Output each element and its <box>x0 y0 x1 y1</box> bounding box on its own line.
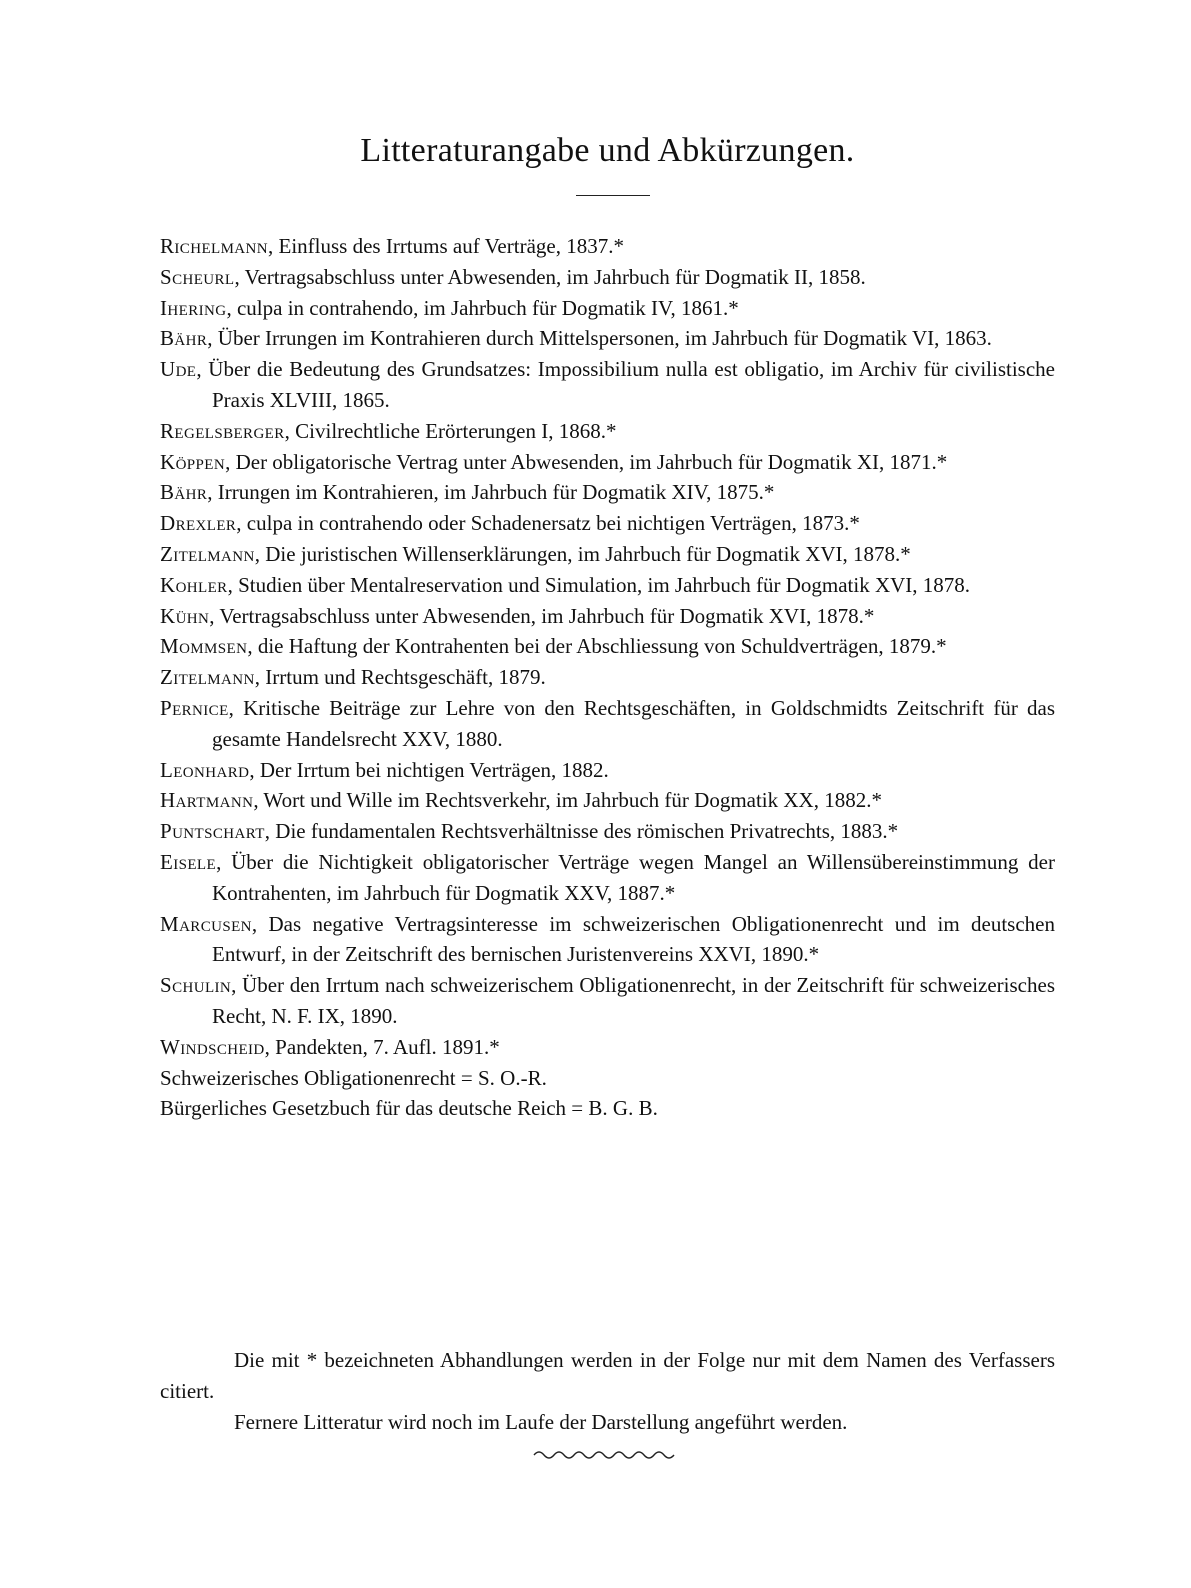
entry-text: , Über die Nichtigkeit obligatorischer Verträge wegen Mangel an Willensübereinstimmung der Kontrahenten, im Jahrbuch für Dogmatik XXV, 1887.* <box>212 849 1055 905</box>
bibliography-entry <box>160 354 1055 416</box>
bibliography-entry <box>160 662 1055 693</box>
entry-author: Windscheid <box>160 1034 265 1059</box>
further-literature-note: Fernere Litteratur wird noch im Laufe der Darstellung angeführt werden. <box>234 1409 848 1434</box>
entry-author: Bähr <box>160 480 208 505</box>
entry-author: Richelmann <box>160 234 268 258</box>
abbreviation-entry <box>160 1063 1055 1094</box>
bibliography-entry <box>160 416 1055 447</box>
entry-text: , culpa in contrahendo oder Schadenersatz bei nichtigen Verträgen, 1873.* <box>236 511 860 536</box>
entry-text: , Das negative Vertragsinteresse im schweizerischen Obligationenrecht und im deutschen Entwurf, in der Zeitschrift des bernischen Juristenvereins XXVI, 1890.* <box>212 911 1055 967</box>
bibliography-entry <box>160 447 1055 478</box>
bibliography-list <box>160 231 1055 1124</box>
bibliography-entry <box>160 755 1055 786</box>
entry-author: Scheurl <box>160 264 235 289</box>
entry-author: Mommsen <box>160 634 248 659</box>
bibliography-entry <box>160 693 1055 755</box>
entry-author: Ude <box>160 357 197 382</box>
citation-note: Die mit * bezeichneten Abhandlungen werden in der Folge nur mit dem Namen des Verfassers citiert. <box>160 1348 1055 1403</box>
entry-author: Leonhard <box>160 757 250 782</box>
bibliography-entry <box>160 570 1055 601</box>
entry-text: , Pandekten, 7. Aufl. 1891.* <box>264 1034 500 1059</box>
entry-text: , Der obligatorische Vertrag unter Abwesenden, im Jahrbuch für Dogmatik XI, 1871.* <box>225 449 948 474</box>
entry-author: Kohler <box>160 572 228 597</box>
entry-text: , Vertragsabschluss unter Abwesenden, im Jahrbuch für Dogmatik XVI, 1878.* <box>209 603 875 628</box>
entry-text: , Irrungen im Kontrahieren, im Jahrbuch für Dogmatik XIV, 1875.* <box>207 480 775 505</box>
entry-author: Bähr <box>160 326 208 351</box>
end-ornament <box>532 1446 682 1462</box>
entry-text: , Über Irrungen im Kontrahieren durch Mittelspersonen, im Jahrbuch für Dogmatik VI, 1863. <box>207 326 992 351</box>
bibliography-entry <box>160 293 1055 324</box>
entry-author: Ihering <box>160 295 227 320</box>
bibliography-entry <box>160 477 1055 508</box>
entry-author: Eisele <box>160 849 217 874</box>
entry-text: , die Haftung der Kontrahenten bei der Abschliessung von Schuldverträgen, 1879.* <box>247 634 947 659</box>
entry-author: Zitelmann <box>160 541 255 566</box>
bibliography-entry <box>160 262 1055 293</box>
entry-text: , Einfluss des Irrtums auf Verträge, 1837.* <box>268 234 624 258</box>
bibliography-entry <box>160 847 1055 909</box>
entry-text: , Civilrechtliche Erörterungen I, 1868.* <box>284 418 617 443</box>
bibliography-entry <box>160 970 1055 1032</box>
entry-author: Marcusen <box>160 911 252 936</box>
entry-author: Regelsberger <box>160 418 285 443</box>
page-title: Litteraturangabe und Abkürzungen. <box>360 132 855 169</box>
bibliography-entry <box>160 1032 1055 1063</box>
bibliography-entry <box>160 231 1055 262</box>
entry-text: , Über die Bedeutung des Grundsatzes: Impossibilium nulla est obligatio, im Archiv für civilistische Praxis XLVIII, 1865. <box>196 357 1055 412</box>
bibliography-entry <box>160 631 1055 662</box>
bibliography-entry <box>160 816 1055 847</box>
bibliography-entry <box>160 601 1055 632</box>
bibliography-entry <box>160 508 1055 539</box>
entry-text: , Der Irrtum bei nichtigen Verträgen, 1882. <box>249 757 609 782</box>
entry-text: , Studien über Mentalreservation und Simulation, im Jahrbuch für Dogmatik XVI, 1878. <box>227 572 971 597</box>
entry-text: Bürgerliches Gesetzbuch für das deutsche Reich = B. G. B. <box>160 1096 658 1121</box>
bibliography-entry <box>160 785 1055 816</box>
document-page <box>160 0 1055 1588</box>
entry-author: Hartmann <box>160 788 254 813</box>
entry-author: Pernice <box>160 695 229 720</box>
bibliography-entry <box>160 539 1055 570</box>
entry-author: Kühn <box>160 603 210 628</box>
notes-section <box>160 1345 1055 1437</box>
entry-text: , culpa in contrahendo, im Jahrbuch für Dogmatik IV, 1861.* <box>226 295 739 320</box>
entry-text: , Kritische Beiträge zur Lehre von den Rechtsgeschäften, in Goldschmidts Zeitschrift für das gesamte Handelsrecht XXV, 1880. <box>212 695 1055 751</box>
entry-text: Schweizerisches Obligationenrecht = S. O.-R. <box>160 1065 547 1090</box>
entry-author: Puntschart <box>160 819 265 844</box>
entry-text: , Die juristischen Willenserklärungen, im Jahrbuch für Dogmatik XVI, 1878.* <box>254 541 911 566</box>
bibliography-entry <box>160 323 1055 354</box>
bibliography-entry <box>160 909 1055 971</box>
entry-text: , Vertragsabschluss unter Abwesenden, im Jahrbuch für Dogmatik II, 1858. <box>234 264 866 289</box>
entry-author: Schulin <box>160 973 232 998</box>
abbreviation-entry <box>160 1093 1055 1124</box>
entry-author: Zitelmann <box>160 665 255 690</box>
entry-author: Drexler <box>160 511 237 536</box>
entry-text: , Wort und Wille im Rechtsverkehr, im Jahrbuch für Dogmatik XX, 1882.* <box>253 788 882 813</box>
entry-text: , Irrtum und Rechtsgeschäft, 1879. <box>254 665 546 690</box>
entry-text: , Über den Irrtum nach schweizerischem Obligationenrecht, in der Zeitschrift für schweizerisches Recht, N. F. IX, 1890. <box>212 973 1055 1028</box>
entry-text: , Die fundamentalen Rechtsverhältnisse des römischen Privatrechts, 1883.* <box>264 819 899 844</box>
entry-author: Köppen <box>160 449 226 474</box>
title-divider <box>576 195 650 196</box>
